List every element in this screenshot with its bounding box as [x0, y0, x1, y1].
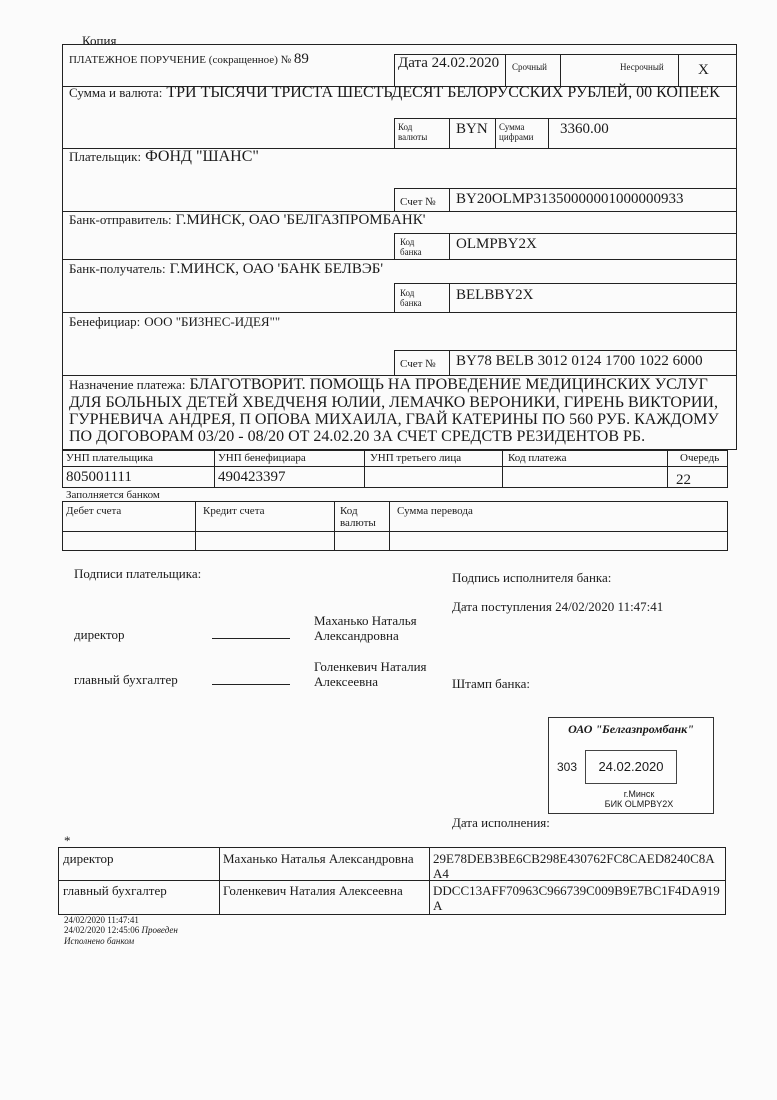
currency-header: Код валюты [340, 505, 376, 529]
third-party-unp-header: УНП третьего лица [370, 452, 462, 464]
payer-account-label: Счет № [400, 196, 436, 208]
payer-signatures-label: Подписи плательщика: [74, 566, 202, 581]
queue-value: 22 [676, 472, 691, 488]
director-signature-line [212, 638, 290, 639]
receiver-bank-name: Г.МИНСК, ОАО 'БАНК БЕЛВЭБ' [169, 261, 384, 277]
digsig-accountant-hash: DDCC13AFF70963C966739C009B9E7BC1F4DA919 A [433, 883, 720, 913]
sender-bank-code: OLMPBY2X [456, 236, 537, 252]
bank-stamp [548, 717, 714, 814]
beneficiary-line: Бенефициар: ООО "БИЗНЕС-ИДЕЯ"" [69, 314, 281, 329]
bank-section-title: Заполняется банком [66, 489, 160, 501]
non-urgent-mark: X [698, 62, 709, 78]
order-number: 89 [293, 51, 309, 67]
stamp-date: 24.02.2020 [585, 750, 677, 784]
digsig-accountant-role: главный бухгалтер [63, 883, 167, 898]
digsig-director-hash: 29E78DEB3BE6CB298E430762FC8CAED8240C8A A4 [433, 851, 715, 881]
digsig-director-name: Маханько Наталья Александровна [223, 851, 414, 866]
beneficiary-unp-header: УНП бенефициара [218, 452, 306, 464]
bank-fill-table [62, 501, 728, 551]
payer-unp: 805001111 [66, 469, 132, 485]
receiver-bank-code: BELBBY2X [456, 287, 534, 303]
payer-line: Плательщик: ФОНД "ШАНС" [69, 148, 259, 165]
currency-code: BYN [456, 121, 488, 137]
execution-date-label: Дата исполнения: [452, 815, 550, 830]
digsig-accountant-name: Голенкевич Наталия Алексеевна [223, 883, 403, 898]
footer-status: Проведен [141, 925, 178, 935]
footnote-star: * [64, 833, 71, 848]
payment-purpose: Назначение платежа: БЛАГОТВОРИТ. ПОМОЩЬ НА ПРОВЕДЕНИЕ МЕДИЦИНСКИХ УСЛУГ ДЛЯ БОЛЬНЫХ ДЕТЕЙ ХВЕДЧЕНЯ ЮЛИИ, ЛЕМАЧКО ВЕРОНИКИ, ГИРЕНЬ ВИКТОРИИ, ГУРНЕВИЧА АНДРЕЯ, П ОПОВА МИХАИЛА, ГВАЙ КАТЕРИНЫ ПО 560 РУБ. КАЖДОМУ ПО ДОГОВОРАМ 03/20 - 08/20 ОТ 24.02.20 ЗА СЧЕТ СРЕДСТВ РЕЗИДЕНТОВ РБ. [69, 376, 719, 445]
received-date: Дата поступления 24/02/2020 11:47:41 [452, 599, 664, 614]
footer-status-line: 24/02/2020 12:45:06 Проведен [64, 925, 178, 935]
bank-signature-label: Подпись исполнителя банка: [452, 570, 612, 585]
beneficiary-account-label: Счет № [400, 358, 436, 370]
beneficiary-account: BY78 BELB 3012 0124 1700 1022 6000 [456, 353, 703, 369]
accountant-role: главный бухгалтер [74, 672, 178, 687]
debit-header: Дебет счета [66, 505, 122, 517]
urgent-label: Срочный [512, 62, 547, 72]
queue-header: Очередь [680, 452, 720, 464]
amount-figures: 3360.00 [560, 121, 609, 137]
footer-executed: Исполнено банком [64, 936, 135, 946]
stamp-city: г.Минск [623, 789, 655, 799]
bank-stamp-label: Штамп банка: [452, 676, 530, 691]
accountant-name: Голенкевич Наталия Алексеевна [314, 659, 427, 689]
stamp-code: 303 [557, 760, 578, 774]
stamp-bic: БИК OLMPBY2X [604, 799, 674, 809]
sender-bank-line: Банк-отправитель: Г.МИНСК, ОАО 'БЕЛГАЗПРОМБАНК' [69, 212, 426, 228]
credit-header: Кредит счета [203, 505, 265, 517]
amount-line: Сумма и валюта: ТРИ ТЫСЯЧИ ТРИСТА ШЕСТЬДЕСЯТ БЕЛОРУССКИХ РУБЛЕЙ, 00 КОПЕЕК [69, 84, 720, 101]
director-role: директор [74, 627, 125, 642]
director-name: Маханько Наталья Александровна [314, 613, 417, 643]
payer-account: BY20OLMP31350000001000000933 [456, 191, 684, 207]
payment-code-header: Код платежа [508, 452, 567, 464]
footer-timestamp-1: 24/02/2020 11:47:41 [64, 915, 139, 925]
sender-bank-code-label: Код банка [400, 237, 422, 257]
order-title: ПЛАТЕЖНОЕ ПОРУЧЕНИЕ (сокращенное) № 89 [69, 51, 309, 67]
amount-words: ТРИ ТЫСЯЧИ ТРИСТА ШЕСТЬДЕСЯТ БЕЛОРУССКИХ РУБЛЕЙ, 00 КОПЕЕК [166, 84, 720, 101]
beneficiary-name: ООО "БИЗНЕС-ИДЕЯ"" [144, 314, 281, 329]
currency-code-label: Код валюты [398, 122, 428, 142]
beneficiary-unp: 490423397 [218, 469, 286, 485]
non-urgent-label: Несрочный [620, 62, 664, 72]
receiver-bank-line: Банк-получатель: Г.МИНСК, ОАО 'БАНК БЕЛВЭБ' [69, 261, 384, 277]
order-date: Дата 24.02.2020 [398, 55, 500, 71]
payer-name: ФОНД "ШАНС" [145, 148, 259, 165]
figures-label: Сумма цифрами [499, 122, 534, 142]
transfer-sum-header: Сумма перевода [397, 505, 473, 517]
sender-bank-name: Г.МИНСК, ОАО 'БЕЛГАЗПРОМБАНК' [175, 212, 426, 228]
receiver-bank-code-label: Код банка [400, 288, 422, 308]
digsig-director-role: директор [63, 851, 114, 866]
copy-label: Копия [82, 33, 117, 48]
accountant-signature-line [212, 684, 290, 685]
payer-unp-header: УНП плательщика [66, 452, 154, 464]
stamp-bank-name: ОАО "Белгазпромбанк" [568, 722, 694, 736]
